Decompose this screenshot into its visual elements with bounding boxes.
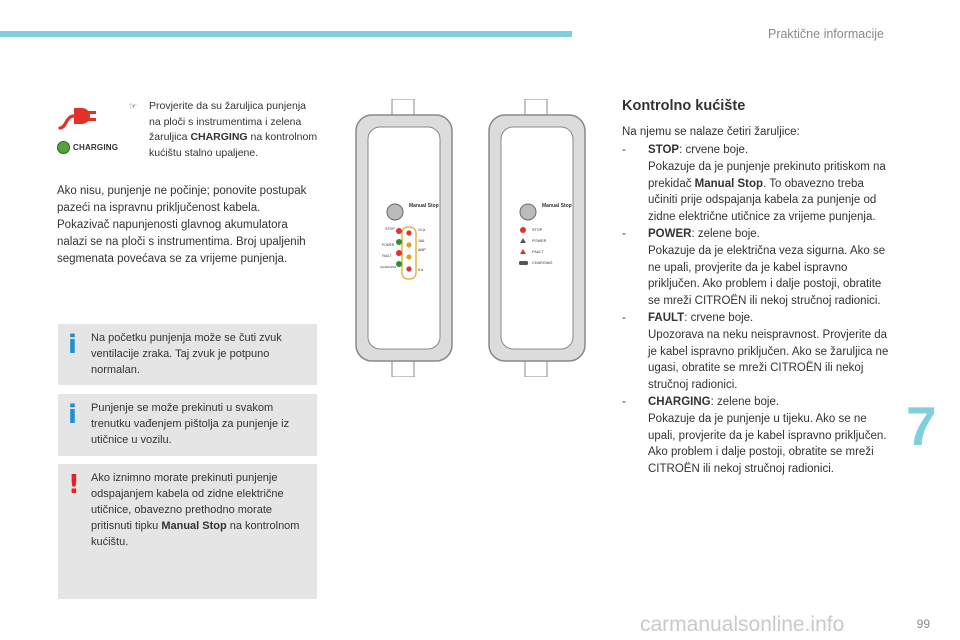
warning-icon: !: [68, 470, 80, 500]
device1-label-16a: 16A: [418, 239, 425, 243]
page-header-title: Praktične informacije: [767, 27, 884, 41]
info-box-text: Punjenje se može prekinuti u svakom trenutku vađenjem pištolja za punjenje iz utičnice u vozilu.: [91, 402, 290, 446]
lamp-definition-fault: - FAULT: crvene boje. Upozorava na neku neispravnost. Provjerite da je kabel ispravno priključen. Ako se žaruljica ne ugasi, obratite se mreži CITROËN ili nekoj stručnoj radionici.: [622, 311, 889, 392]
device2-label-fault: FAULT: [532, 250, 544, 254]
info-icon: i: [68, 330, 77, 360]
lamp-definitions-list: [622, 142, 892, 478]
page-number: 99: [916, 617, 930, 631]
device1-label-10a: 10 A: [418, 228, 426, 232]
device1-label-8a: 8 A: [418, 268, 424, 272]
device2-label-stop: STOP: [532, 228, 543, 232]
pointing-hand-icon: ☞: [129, 101, 138, 111]
bullet-note-text: Provjerite da su žaruljica punjenja na ploči s instrumentima i zelena žaruljica CHARGING na kontrolnom kućištu stalno upaljene.: [149, 100, 318, 159]
manual-stop-label: Manual Stop: [542, 203, 572, 209]
info-box-noise: [58, 324, 317, 385]
device1-label-charging: CHARGING: [380, 265, 397, 269]
lamp-definition-charging: - CHARGING: zelene boje. Pokazuje da je punjenje u tijeku. Ako se ne upali, provjerite da je kabel ispravno priključen. Ako problem i dalje postoji, obratite se mreži CITROËN ili nekoj stručnoj radionici.: [622, 395, 887, 476]
charging-badge-label: CHARGING: [73, 143, 119, 152]
watermark: carmanualsonline.info: [640, 613, 845, 636]
check-bullet-note: [129, 99, 319, 161]
manual-stop-label: Manual Stop: [409, 203, 439, 209]
intro-paragraph: [57, 183, 312, 268]
info-icon: i: [68, 400, 77, 430]
warning-box-text: Ako iznimno morate prekinuti punjenje odspajanjem kabela od zidne električne utičnice, obavezno prethodno morate pritisnuti tipku Manual Stop na kontrolnom kućištu.: [91, 472, 300, 548]
lamp-definition-stop: - STOP: crvene boje. Pokazuje da je punjenje prekinuto pritiskom na prekidač Manual Stop. To obavezno treba učiniti prije odspajanja kabela za punjenje od zidne električne utičnice za vrijeme punjenja.: [622, 144, 886, 224]
chapter-number: 7: [906, 395, 937, 457]
intro-line-1: Ako nisu, punjenje ne počinje; ponovite postupak pazeći na ispravnu priključenost kabela.: [57, 185, 307, 214]
device1-label-fault: FAULT: [382, 254, 392, 258]
intro-line-2: Pokazivač napunjenosti glavnog akumulatora nalazi se na ploči s instrumentima. Broj upaljenih segmenata povećava se za vrijeme punjenja.: [57, 219, 306, 265]
device2-label-power: POWER: [532, 239, 547, 243]
top-accent-bar: [0, 31, 572, 37]
device1-label-amp: AMP: [418, 248, 426, 252]
section-title: Kontrolno kućište: [622, 98, 746, 114]
device1-label-stop: STOP: [385, 227, 395, 231]
charging-plug-icon: [58, 102, 98, 132]
green-led-icon: [57, 141, 70, 154]
section-intro: Na njemu se nalaze četiri žaruljice:: [622, 126, 800, 138]
lamp-definition-power: - POWER: zelene boje. Pokazuje da je električna veza sigurna. Ako se ne upali, provjerite da je kabel ispravno priključen. Ako problem i dalje postoji, obratite se mreži CITROËN ili nekoj stručnoj radionici.: [622, 227, 886, 308]
device2-label-charging: CHARGING: [532, 261, 553, 265]
info-box-text: Na početku punjenja može se čuti zvuk ventilacije zraka. Taj zvuk je potpuno normalan.: [91, 332, 282, 376]
device1-label-power: POWER: [382, 243, 395, 247]
control-box-illustration-2: [487, 99, 587, 377]
info-box-interrupt: [58, 394, 317, 456]
charging-indicator-badge: [57, 141, 118, 154]
control-box-illustration-1: [354, 99, 454, 377]
warning-box-manual-stop: [58, 464, 317, 599]
